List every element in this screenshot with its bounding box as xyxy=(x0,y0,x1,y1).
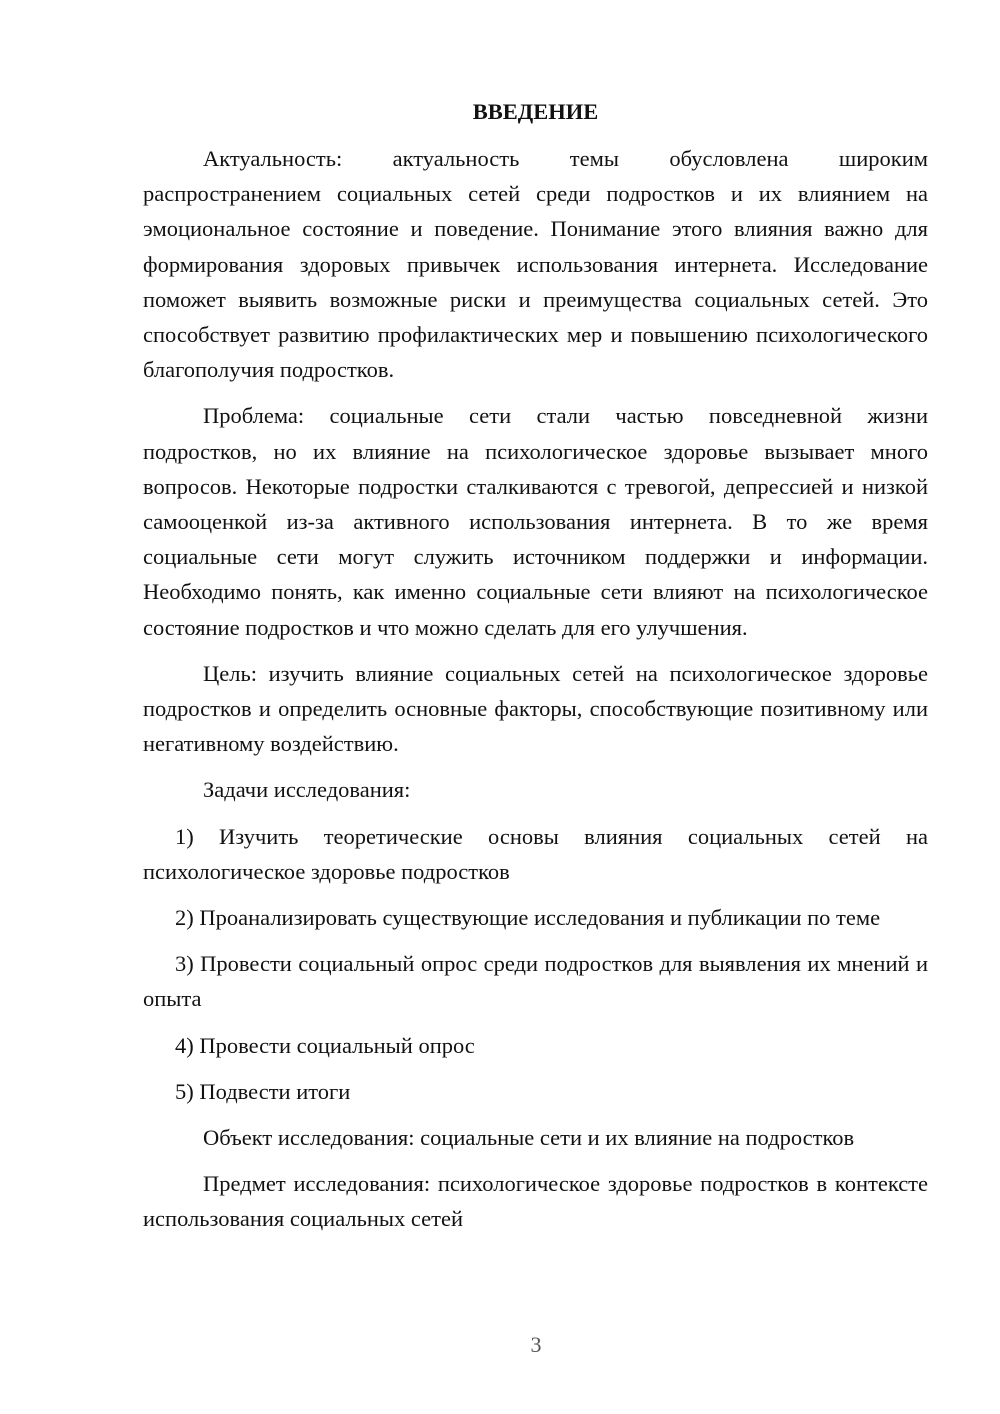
task-item-4: 4) Провести социальный опрос xyxy=(175,1032,475,1058)
relevance-paragraph: Актуальность: актуальность темы обусловлена широким распространением социальных сетей среди подростков и их влиянием на эмоциональное состояние и поведение. Понимание этого влияния важно для формирования здоровых привычек использования интернета. Исследование поможет выявить возможные риски и преимущества социальных сетей. Это способствует развитию профилактических мер и повышению психологического благополучия подростков. xyxy=(143,146,928,383)
tasks-heading: Задачи исследования: xyxy=(203,777,411,803)
subject-paragraph: Предмет исследования: психологическое здоровье подростков в контексте использования социальных сетей xyxy=(143,1171,928,1232)
task-item-1: 1) Изучить теоретические основы влияния социальных сетей на психологическое здоровье подростков xyxy=(143,823,928,884)
document-body xyxy=(143,94,928,1248)
goal-paragraph: Цель: изучить влияние социальных сетей на психологическое здоровье подростков и определить основные факторы, способствующие позитивному или негативному воздействию. xyxy=(143,660,928,757)
task-item-3: 3) Провести социальный опрос среди подростков для выявления их мнений и опыта xyxy=(143,951,928,1012)
task-item-2: 2) Проанализировать существующие исследования и публикации по теме xyxy=(175,905,881,931)
section-heading: ВВЕДЕНИЕ xyxy=(472,99,599,124)
object-paragraph: Объект исследования: социальные сети и их влияние на подростков xyxy=(203,1125,855,1151)
problem-paragraph: Проблема: социальные сети стали частью повседневной жизни подростков, но их влияние на психологическое здоровье вызывает много вопросов. Некоторые подростки сталкиваются с тревогой, депрессией и низкой самооценкой из-за активного использования интернета. В то же время социальные сети могут служить источником поддержки и информации. Необходимо понять, как именно социальные сети влияют на психологическое состояние подростков и что можно сделать для его улучшения. xyxy=(143,403,928,640)
page-number: 3 xyxy=(530,1332,542,1357)
task-item-5: 5) Подвести итоги xyxy=(175,1078,351,1104)
